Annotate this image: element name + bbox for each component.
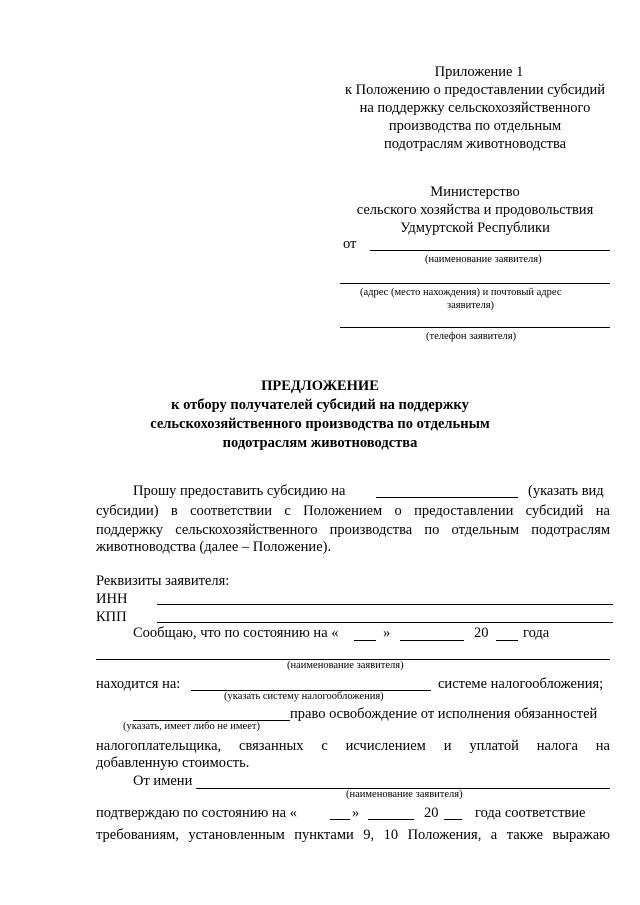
caption-phone: (телефон заявителя) [426, 331, 517, 342]
state-year-prefix: 20 [474, 625, 489, 641]
caption-address-2: заявителя) [447, 300, 495, 311]
applicant-name-line[interactable] [370, 250, 610, 251]
caption-address-1: (адрес (место нахождения) и почтовый адрес [360, 287, 562, 298]
state-mid: » [383, 625, 391, 641]
tax-prefix: находится на: [96, 676, 181, 692]
state-suffix: года [523, 625, 550, 641]
caption-tax: (указать систему налогообложения) [224, 691, 384, 702]
caption-applicant-name: (наименование заявителя) [425, 254, 542, 265]
title-line: сельскохозяйственного производства по отдельным [150, 416, 490, 432]
appendix-block [330, 63, 620, 153]
subsidy-type-field[interactable] [376, 497, 518, 498]
p1-line4: животноводства (далее – Положение). [96, 539, 332, 555]
confirm-c: 20 [424, 805, 439, 821]
confirm-day-field[interactable] [330, 819, 350, 820]
appendix-line: подотраслям животноводства [383, 136, 567, 152]
title-heading: ПРЕДЛОЖЕНИЕ [261, 378, 379, 394]
title-line: подотраслям животноводства [222, 435, 418, 451]
appendix-line: на поддержку сельскохозяйственного [359, 100, 591, 116]
inn-label: ИНН [96, 591, 128, 607]
title-line: к отбору получателей субсидий на поддержку [171, 397, 469, 413]
appendix-line: к Положению о предоставлении субсидий [344, 82, 606, 98]
tax-line2: налогоплательщика, связанных с исчислением и уплатой налога на [96, 738, 610, 754]
addressee-line: сельского хозяйства и продовольствия [356, 202, 594, 218]
p1-line3: поддержку сельскохозяйственного производства по отдельным подотраслям [96, 522, 610, 538]
p1-line1-start: Прошу предоставить субсидию на [133, 483, 346, 499]
inn-field[interactable] [157, 604, 613, 605]
confirm-a: подтверждаю по состоянию на « [96, 805, 297, 821]
applicant-phone-line[interactable] [340, 327, 610, 328]
tax-suffix: системе налогообложения; [438, 676, 604, 692]
document-title [0, 377, 640, 453]
addressee-block [330, 183, 620, 237]
state-prefix: Сообщаю, что по состоянию на « [133, 625, 339, 641]
requisites-label: Реквизиты заявителя: [96, 573, 230, 589]
confirm-line2: требованиям, установленным пунктами 9, 10 Положения, а также выражаю [96, 827, 610, 843]
kpp-label: КПП [96, 609, 127, 625]
appendix-title: Приложение 1 [434, 64, 524, 80]
appendix-line: производства по отдельным [388, 118, 562, 134]
addressee-line: Министерство [430, 184, 520, 200]
behalf-label: От имени [133, 773, 193, 789]
tax-line3: добавленную стоимость. [96, 755, 250, 771]
state-month-field[interactable] [400, 640, 464, 641]
caption-applicant: (наименование заявителя) [287, 660, 404, 671]
confirm-month-field[interactable] [368, 819, 414, 820]
confirm-b: » [352, 805, 360, 821]
confirm-d: года соответствие [475, 805, 586, 821]
confirm-year-field[interactable] [444, 819, 462, 820]
addressee-line: Удмуртской Республики [400, 220, 550, 236]
applicant-address-line[interactable] [340, 283, 610, 284]
kpp-field[interactable] [157, 622, 613, 623]
exempt-text: право освобождение от исполнения обязанностей [290, 706, 598, 722]
p1-line2: субсидии) в соответствии с Положением о предоставлении субсидий на [96, 503, 610, 519]
p1-line1-end: (указать вид [528, 483, 604, 499]
from-label: от [343, 236, 357, 252]
caption-exempt: (указать, имеет либо не имеет) [123, 721, 260, 732]
state-year-field[interactable] [496, 640, 518, 641]
state-day-field[interactable] [354, 640, 376, 641]
caption-behalf: (наименование заявителя) [346, 789, 463, 800]
